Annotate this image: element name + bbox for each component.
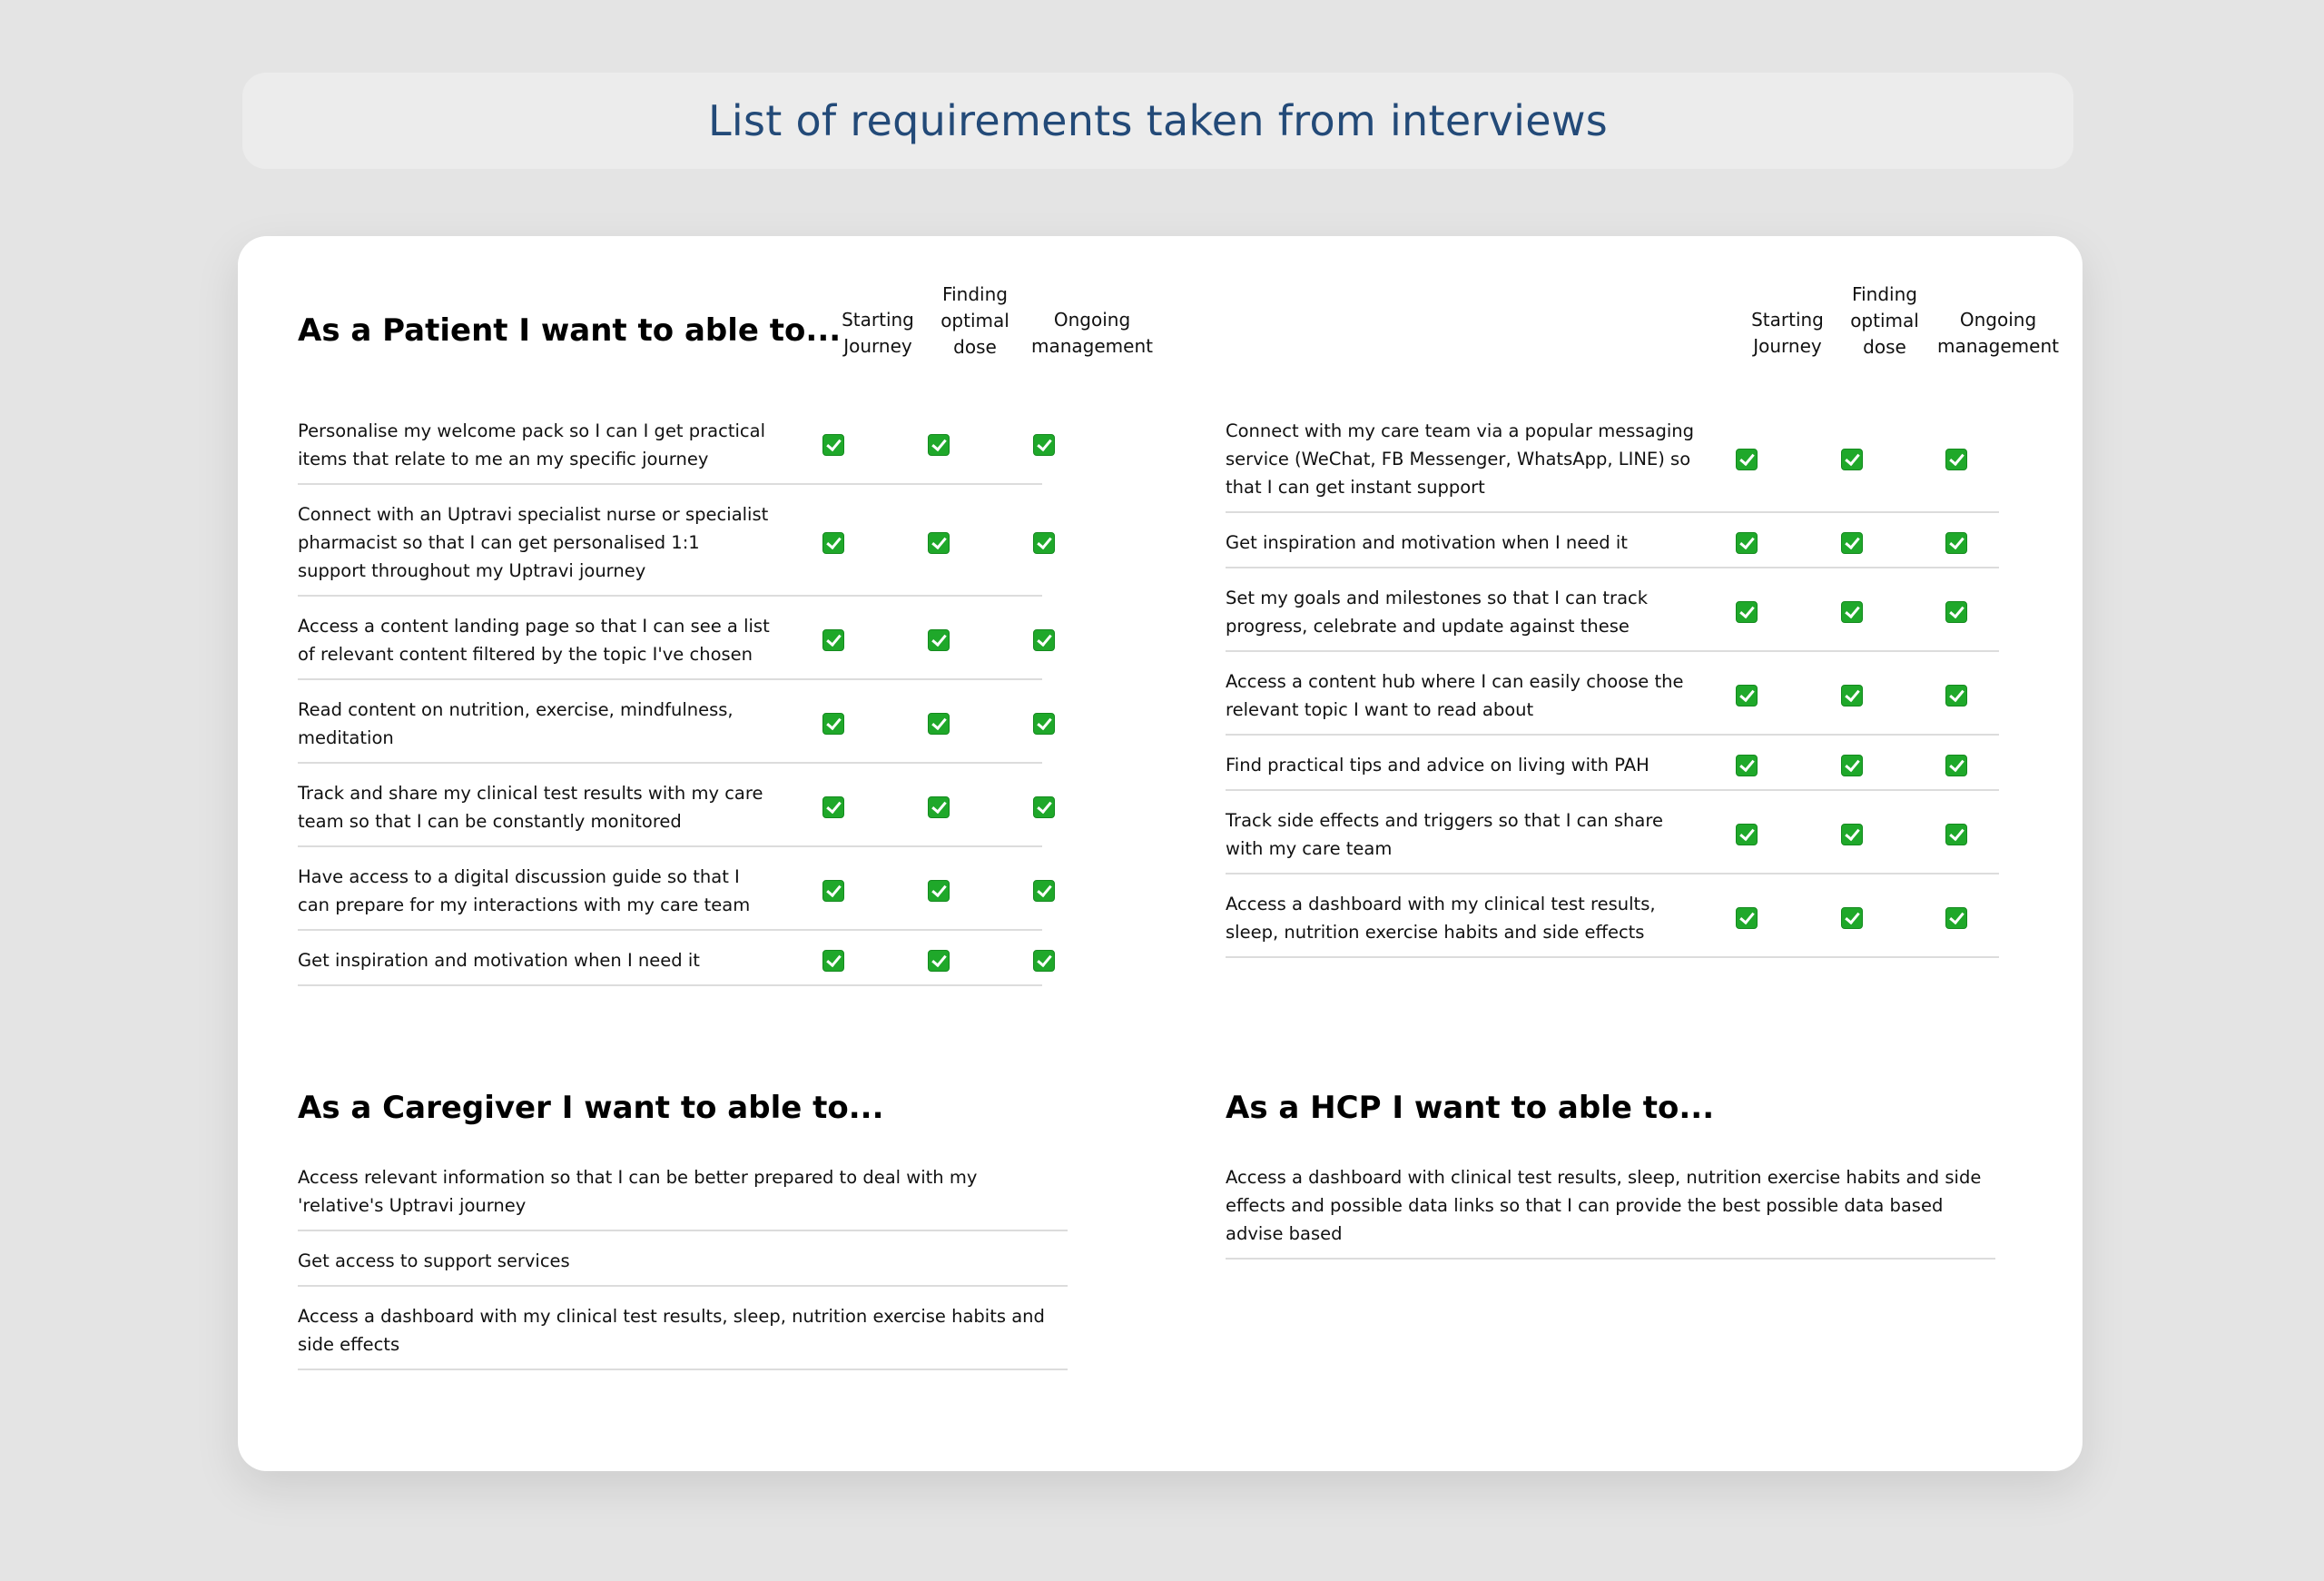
requirement-row <box>298 485 1042 597</box>
requirement-text: Read content on nutrition, exercise, mindfulness, meditation <box>298 699 734 748</box>
requirement-text: Set my goals and milestones so that I can track progress, celebrate and update against these <box>1226 588 1649 637</box>
col-header-line: Starting <box>842 309 914 331</box>
requirement-text: Track side effects and triggers so that I can share with my care team <box>1226 810 1663 859</box>
hcp-section <box>1226 1090 2006 1362</box>
requirement-text: Personalise my welcome pack so I can I get practical items that relate to me an my specific journey <box>298 420 765 469</box>
check-box-icon <box>1033 629 1055 651</box>
check-box-icon <box>822 796 844 818</box>
requirement-row <box>1226 568 1999 652</box>
patient-section <box>298 271 1153 971</box>
requirement-text: Connect with an Uptravi specialist nurse or specialist pharmacist so that I can get personalised 1:1 support throughout my Uptravi journey <box>298 504 769 581</box>
col-header-line: Journey <box>1753 335 1822 357</box>
requirement-row <box>298 680 1042 764</box>
check-box-icon <box>1841 449 1863 470</box>
requirement-row <box>1226 736 1999 791</box>
requirement-row <box>1226 1148 1995 1260</box>
check-box-icon <box>1736 601 1758 623</box>
col-header-line: dose <box>953 336 997 358</box>
check-box-icon <box>1736 449 1758 470</box>
col-header-finding <box>907 282 1043 361</box>
check-box-icon <box>1736 685 1758 707</box>
check-box-icon <box>822 950 844 972</box>
check-box-icon <box>822 434 844 456</box>
col-header-ongoing <box>1024 307 1160 360</box>
check-box-icon <box>1033 532 1055 554</box>
check-box-icon <box>928 713 950 735</box>
col-header-line: Finding <box>942 283 1008 305</box>
requirement-text: Get inspiration and motivation when I need it <box>1226 532 1628 553</box>
requirement-text: Access a dashboard with my clinical test results, sleep, nutrition exercise habits and side effects <box>1226 894 1656 943</box>
requirement-row <box>298 931 1042 986</box>
col-header-line: management <box>1937 335 2059 357</box>
check-box-icon <box>1736 532 1758 554</box>
requirement-row <box>298 401 1042 485</box>
patient-continued-section <box>1226 271 2061 943</box>
requirement-row <box>1226 874 1999 958</box>
requirement-text: Connect with my care team via a popular messaging service (WeChat, FB Messenger, WhatsApp, LINE) so that I can get instant support <box>1226 420 1695 498</box>
check-box-icon <box>1736 824 1758 845</box>
check-box-icon <box>1841 824 1863 845</box>
check-box-icon <box>928 950 950 972</box>
requirements-card <box>238 236 2083 1471</box>
check-box-icon <box>1841 755 1863 776</box>
col-header-line: optimal <box>940 310 1009 331</box>
check-box-icon <box>928 796 950 818</box>
col-header-line: optimal <box>1850 310 1919 331</box>
col-header-ongoing <box>1930 307 2066 360</box>
check-box-icon <box>822 880 844 902</box>
page-title: List of requirements taken from interviews <box>707 96 1609 145</box>
requirement-row <box>1226 652 1999 736</box>
requirement-row <box>298 1148 1068 1231</box>
title-banner <box>242 73 2073 169</box>
requirement-text: Find practical tips and advice on living with PAH <box>1226 755 1649 776</box>
requirement-text: Get access to support services <box>298 1250 570 1271</box>
check-box-icon <box>822 629 844 651</box>
col-header-line: Finding <box>1852 283 1917 305</box>
requirement-text: Access a content landing page so that I can see a list of relevant content filtered by the topic I've chosen <box>298 616 770 665</box>
requirement-text: Access a dashboard with my clinical test results, sleep, nutrition exercise habits and side effects <box>298 1306 1045 1355</box>
requirement-text: Get inspiration and motivation when I need it <box>298 950 700 971</box>
check-box-icon <box>1841 907 1863 929</box>
check-box-icon <box>1033 880 1055 902</box>
check-box-icon <box>1841 685 1863 707</box>
col-header-line: Journey <box>843 335 912 357</box>
check-box-icon <box>1945 755 1967 776</box>
check-box-icon <box>1945 532 1967 554</box>
check-box-icon <box>928 532 950 554</box>
requirement-row <box>298 847 1042 931</box>
caregiver-heading: As a Caregiver I want to able to... <box>298 1090 884 1126</box>
requirement-row <box>1226 401 1999 513</box>
check-box-icon <box>1945 907 1967 929</box>
requirement-row <box>1226 513 1999 568</box>
check-box-icon <box>1033 950 1055 972</box>
check-box-icon <box>1736 907 1758 929</box>
requirement-text: Have access to a digital discussion guide so that I can prepare for my interactions with my care team <box>298 866 751 915</box>
check-box-icon <box>1945 601 1967 623</box>
check-box-icon <box>1841 532 1863 554</box>
caregiver-section <box>298 1090 1078 1435</box>
col-header-line: Ongoing <box>1053 309 1131 331</box>
check-box-icon <box>1033 713 1055 735</box>
hcp-heading: As a HCP I want to able to... <box>1226 1090 1715 1126</box>
requirement-row <box>298 764 1042 847</box>
requirement-row <box>298 1231 1068 1287</box>
requirement-text: Access a dashboard with clinical test results, sleep, nutrition exercise habits and side effects and possible data links so that I can provide the best possible data based advise based <box>1226 1167 1982 1244</box>
col-header-line: Starting <box>1751 309 1824 331</box>
requirement-row <box>298 1287 1068 1370</box>
check-box-icon <box>928 629 950 651</box>
requirement-text: Access relevant information so that I can be better prepared to deal with my 'relative's Uptravi journey <box>298 1167 978 1216</box>
check-box-icon <box>822 532 844 554</box>
check-box-icon <box>1033 796 1055 818</box>
col-header-line: Ongoing <box>1959 309 2037 331</box>
check-box-icon <box>928 434 950 456</box>
check-box-icon <box>1033 434 1055 456</box>
col-header-line: management <box>1031 335 1153 357</box>
requirement-text: Access a content hub where I can easily choose the relevant topic I want to read about <box>1226 671 1684 720</box>
requirement-row <box>298 597 1042 680</box>
requirement-text: Track and share my clinical test results with my care team so that I can be constantly monitored <box>298 783 763 832</box>
check-box-icon <box>1736 755 1758 776</box>
check-box-icon <box>1945 685 1967 707</box>
col-header-line: dose <box>1863 336 1906 358</box>
requirement-row <box>1226 791 1999 874</box>
check-box-icon <box>1945 824 1967 845</box>
check-box-icon <box>1945 449 1967 470</box>
check-box-icon <box>928 880 950 902</box>
check-box-icon <box>1841 601 1863 623</box>
patient-heading: As a Patient I want to able to... <box>298 312 842 349</box>
check-box-icon <box>822 713 844 735</box>
